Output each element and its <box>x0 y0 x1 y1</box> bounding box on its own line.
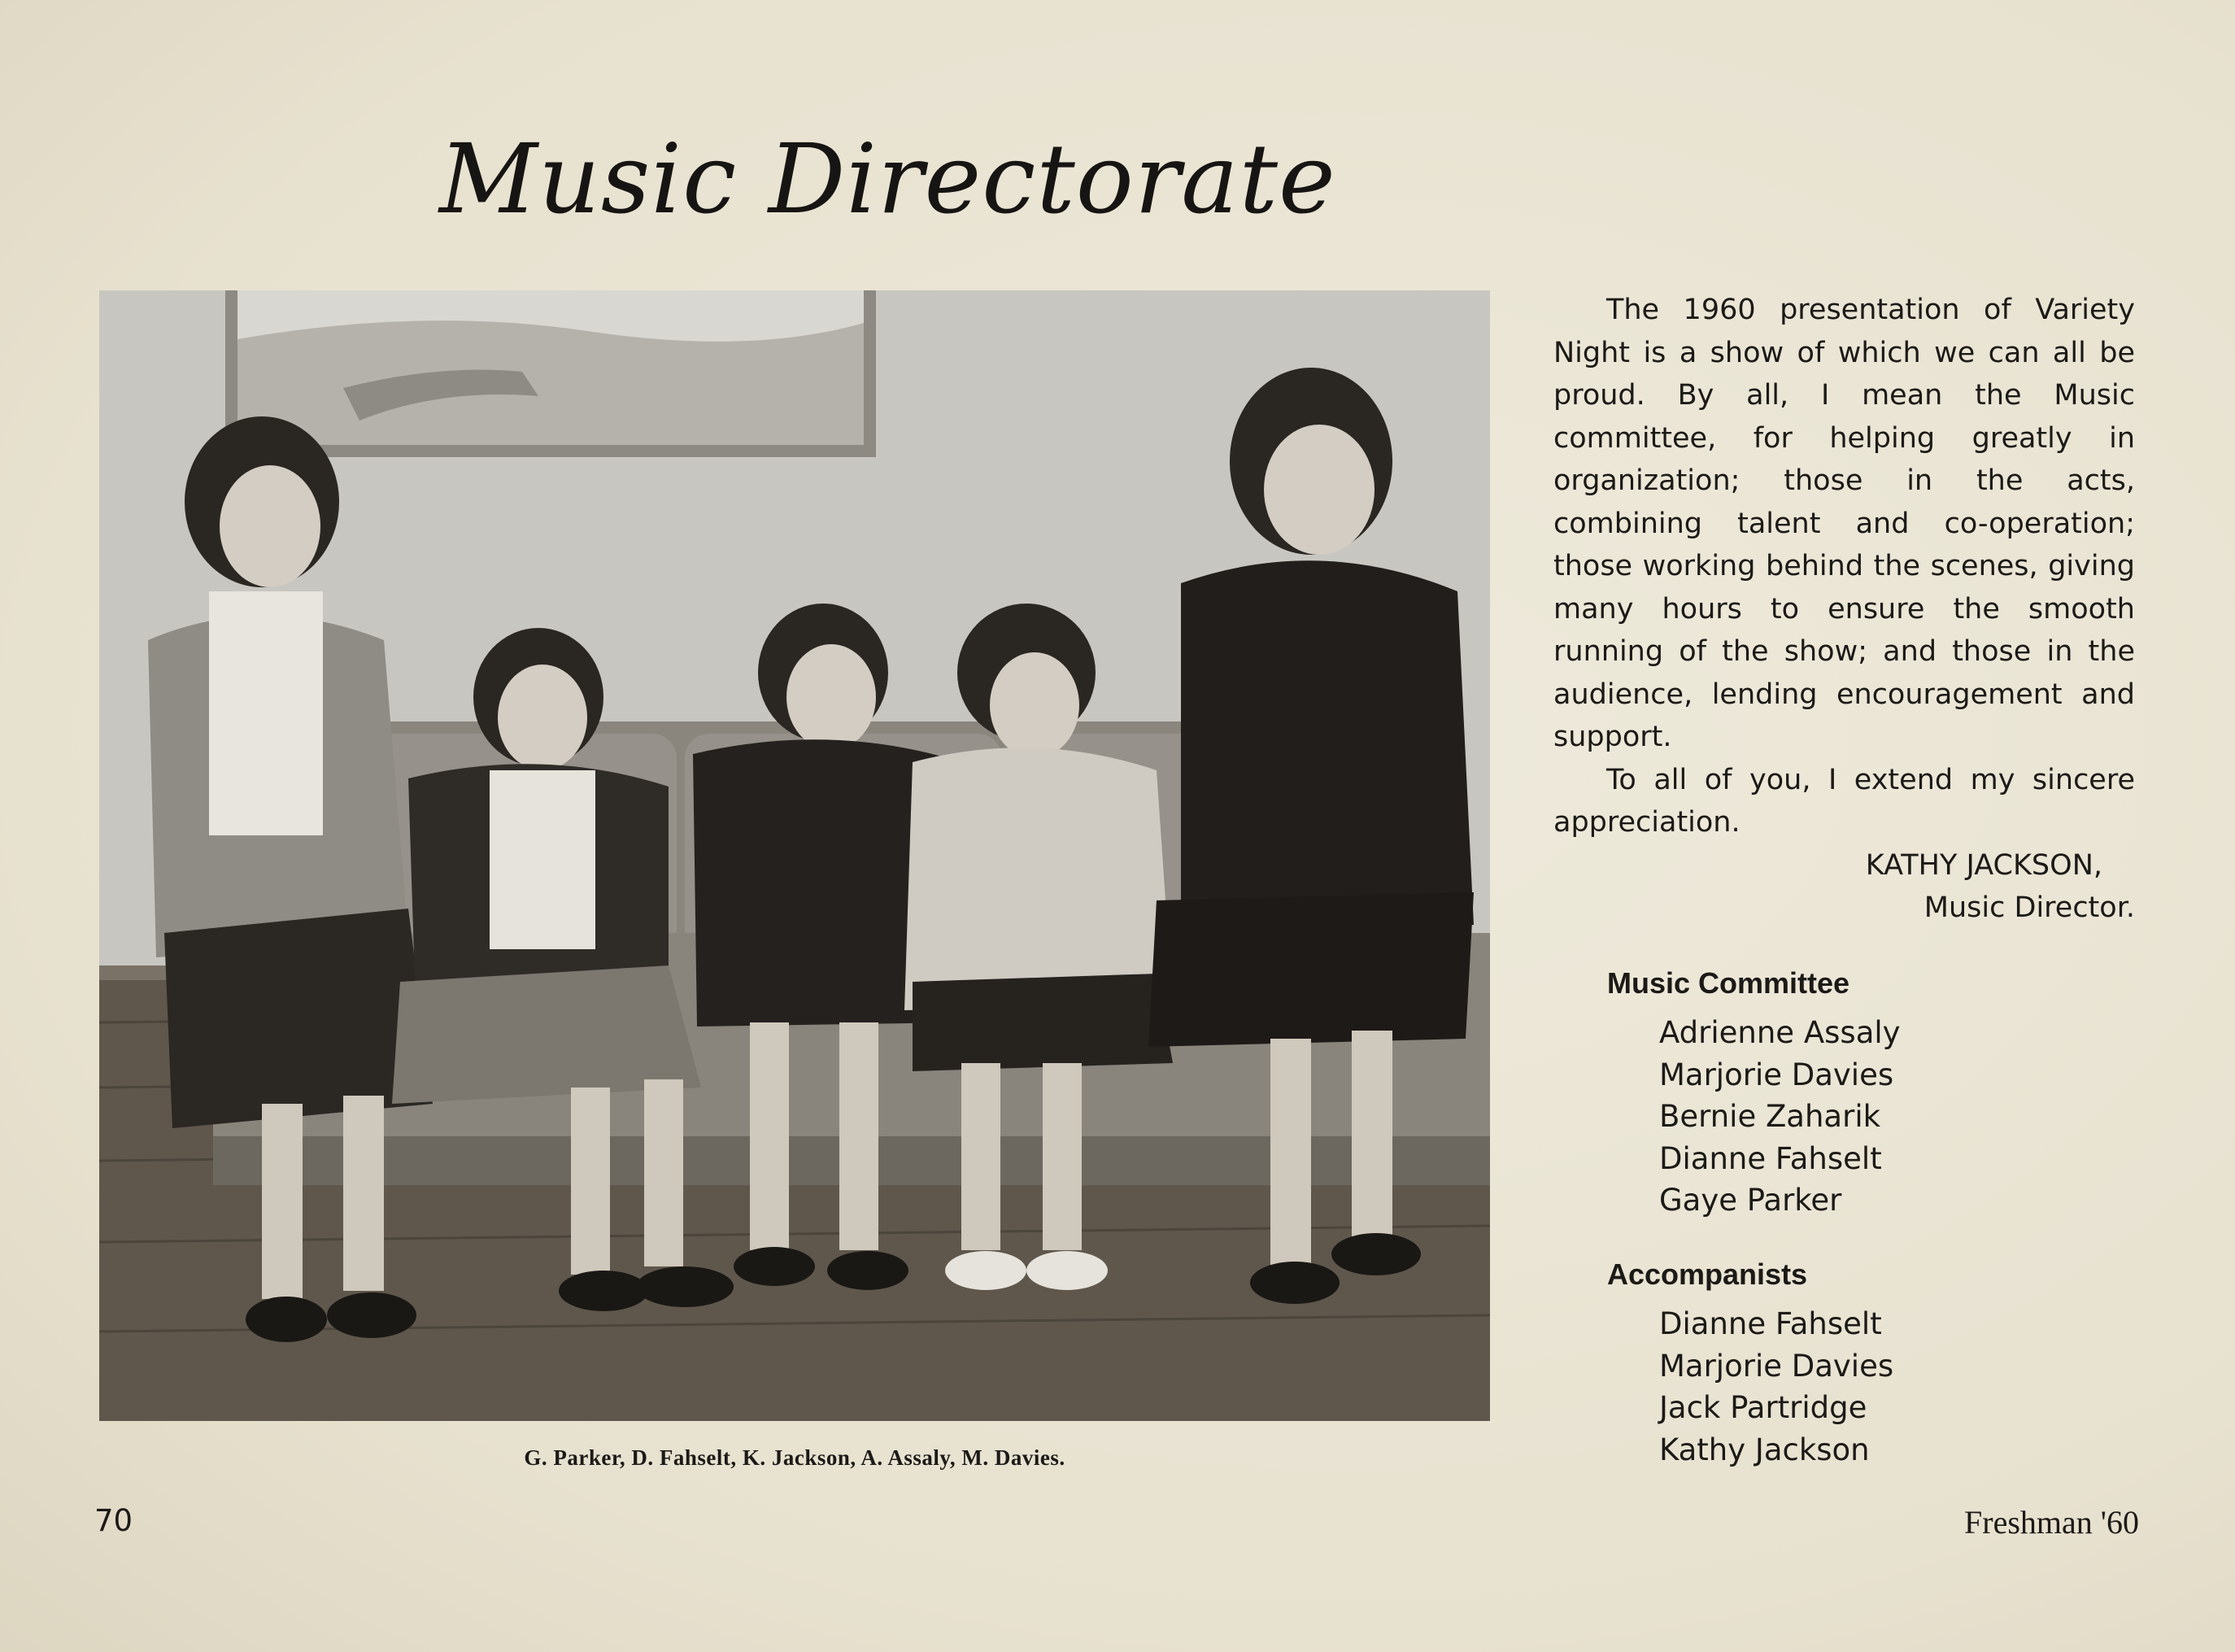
photo-caption: G. Parker, D. Fahselt, K. Jackson, A. Assaly, M. Davies. <box>524 1445 1065 1470</box>
music-committee-list <box>1659 1012 1901 1222</box>
accompanists-list <box>1659 1303 1893 1471</box>
list-item: Marjorie Davies <box>1659 1348 1894 1384</box>
list-item: Bernie Zaharik <box>1659 1099 1881 1134</box>
list-item: Jack Partridge <box>1659 1390 1867 1425</box>
page-title: Music Directorate <box>439 123 1336 235</box>
message-paragraph-1: The 1960 presentation of Variety Night is a show of which we can all be proud. By all, I mean the Music committee, for helping greatly in organization; those in the acts, combining talent and co-operation; those working behind the scenes, giving many hours to ensure the smooth running of the show; and those in the audience, lending encouragement and support. <box>1553 294 2135 753</box>
director-message <box>1553 289 2135 844</box>
list-item: Gaye Parker <box>1659 1183 1842 1218</box>
accompanists-heading: Accompanists <box>1607 1258 1808 1291</box>
list-item: Kathy Jackson <box>1659 1432 1870 1467</box>
list-item: Adrienne Assaly <box>1659 1015 1901 1050</box>
signature-role: Music Director. <box>1923 891 2135 924</box>
page-number: 70 <box>94 1503 133 1538</box>
list-item: Dianne Fahselt <box>1659 1306 1882 1341</box>
signature-name: KATHY JACKSON, <box>1865 849 2102 882</box>
group-photo <box>99 290 1490 1421</box>
music-committee-heading: Music Committee <box>1607 966 1850 1000</box>
list-item: Dianne Fahselt <box>1659 1140 1882 1176</box>
publication-footer: Freshman '60 <box>1964 1504 2139 1541</box>
message-paragraph-2: To all of you, I extend my sincere appreciation. <box>1553 763 2135 839</box>
list-item: Marjorie Davies <box>1659 1057 1894 1092</box>
group-photo-illustration <box>99 290 1490 1421</box>
